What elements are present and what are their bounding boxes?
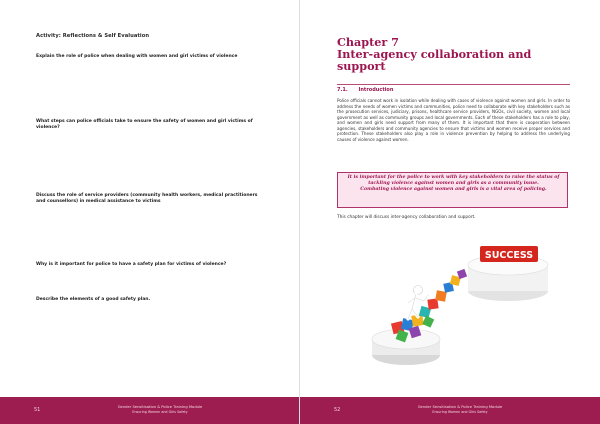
intro-paragraph: Police officials cannot work in isolation while dealing with cases of violence against women and girls. In order to address the needs of women victims and communities, police need to collaborate with key stakeholders such as the prosecution services, judiciary, prisons, healthcare service providers, NGOs, civil society, women and local government as well as community groups and local governments. Each of these stakeholders has a role to play, and women and girls need support from many of them. It is important that there is cooperation between agencies, stakeholders and community agencies to ensure that victims and women receive proper services and protection. These stakeholders also play a role in violence prevention by helping to address the underlying causes of violence against women. <box>337 98 570 142</box>
question-2: What steps can police officials take to ensure the safety of women and girl victims of violence? <box>36 119 253 130</box>
chapter-title <box>337 36 572 73</box>
right-footer-line-1: Gender Sensitisation & Police Training Module <box>417 405 503 409</box>
left-page-number: 51 <box>34 407 41 413</box>
right-footer <box>300 397 600 424</box>
question-4: Why is it important for police to have a safety plan for victims of violence? <box>36 262 227 267</box>
chapter-title-line-2: Inter-agency collaboration and support <box>337 47 532 74</box>
callout-line-1: It is important for the police to work with key stakeholders to raise the status of tackling violence against women and girls as a community issue. <box>347 175 560 186</box>
right-footer-line-2: Ensuring Women and Girls Safety <box>432 410 488 414</box>
discussion-line: This chapter will discuss inter-agency collaboration and support. <box>337 215 476 220</box>
section-title: Introduction <box>358 87 394 93</box>
activity-heading: Activity: Reflections & Self Evaluation <box>36 33 150 39</box>
success-sign-icon <box>480 246 538 262</box>
chapter-title-line-1: Chapter 7 <box>337 35 399 49</box>
callout-text <box>342 175 565 193</box>
success-puzzle-illustration <box>358 227 550 377</box>
left-footer <box>0 397 300 424</box>
question-1: Explain the role of police when dealing with women and girl victims of violence <box>36 54 238 59</box>
right-page-number: 52 <box>334 407 341 413</box>
callout-line-2: Combating violence against women and girls is a vital area of policing. <box>360 187 547 192</box>
callout-box <box>337 172 568 208</box>
section-heading <box>337 87 393 93</box>
left-footer-line-1: Gender Sensitisation & Police Training Module <box>117 405 203 409</box>
right-page <box>300 0 600 424</box>
question-3: Discuss the role of service providers (community health workers, medical practitioners and counsellors) in medical assistance to victims <box>36 193 258 204</box>
left-footer-line-2: Ensuring Women and Girls Safety <box>132 410 188 414</box>
section-number: 7.1. <box>337 87 348 93</box>
question-5: Describe the elements of a good safety plan. <box>36 297 151 302</box>
chapter-title-rule <box>337 84 570 85</box>
success-sign-text: SUCCESS <box>484 250 534 261</box>
